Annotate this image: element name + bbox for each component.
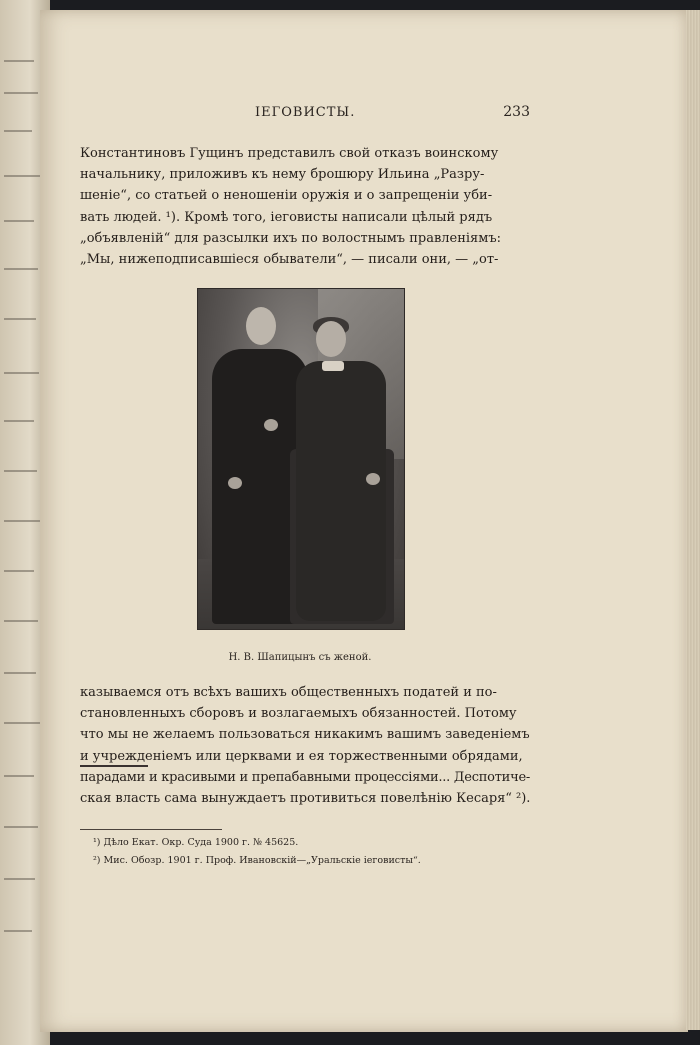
text-line: начальнику, приложивъ къ нему брошюру Ильина „Разру- [80,167,485,183]
text-line: что мы не желаемъ пользоваться никакимъ вашимъ заведеніемъ [80,727,530,743]
text-line: Константиновъ Гущинъ представилъ свой отказъ воинскому [80,146,499,161]
page-stack-edge [686,10,700,1030]
text-line: вать людей. ¹). Кромѣ того, іеговисты написали цѣлый рядъ [80,209,493,225]
portrait-photo [197,288,405,630]
paragraph-top [80,143,530,270]
text-line: и учрежденіемъ или церквами и ея торжественными обрядами, [80,748,523,764]
running-header [255,104,530,120]
footnote-1: ¹) Дѣло Екат. Окр. Суда 1900 г. № 45625. [93,837,299,848]
text-line: шеніе“, со статьей о неношеніи оружія и о запрещеніи уби- [80,188,493,204]
page-number: 233 [503,104,530,120]
footnote-rule [80,829,222,830]
text-line: становленныхъ сборовъ и возлагаемыхъ обязанностей. Потому [80,706,517,722]
text-line: казываемся отъ всѣхъ вашихъ общественныхъ податей и по- [80,685,497,700]
text-line: парадами и красивыми и препабавными процессіями... Деспотиче- [80,769,531,785]
header-title: ІЕГОВИСТЫ. [255,105,356,120]
text-line: ская власть сама вынуждаетъ противиться повелѣнію Кесаря“ ²). [80,791,531,807]
text-line: „объявленій“ для разсылки ихъ по волостнымъ правленіямъ: [80,230,502,246]
photo-caption: Н. В. Шапицынъ съ женой. [228,652,372,663]
paragraph-bottom [80,682,530,809]
pencil-underline [80,765,148,767]
text-line: „Мы, нижеподписавшіеся обыватели“, — писали они, — „от- [80,252,499,268]
footnote-2: ²) Мис. Обозр. 1901 г. Проф. Ивановскій—„Уральскіе іеговисты“. [93,855,421,866]
